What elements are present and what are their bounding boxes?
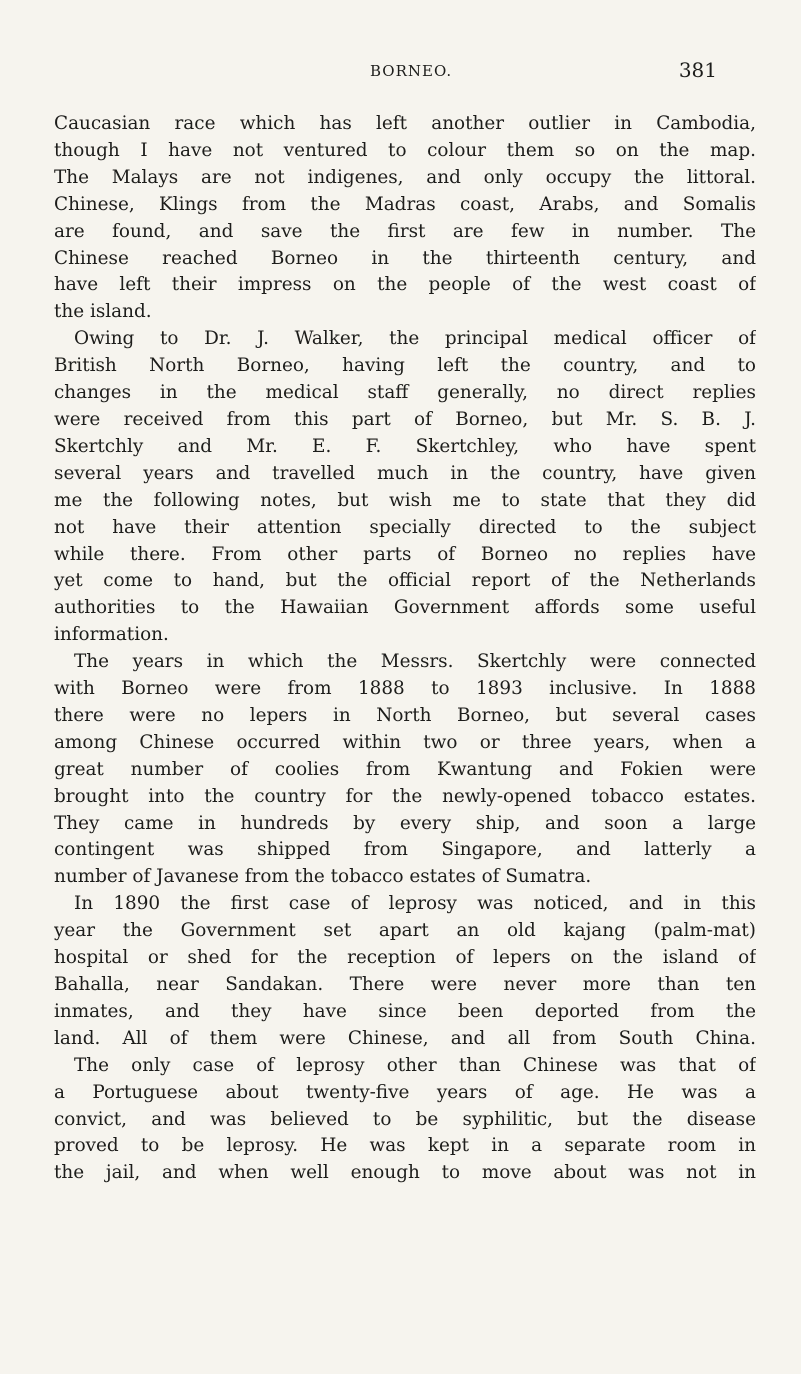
text-line: Skertchly and Mr. E. F. Skertchley, who have spent (54, 435, 756, 457)
page-number: 381 (678, 58, 717, 82)
text-line: the island. (54, 301, 152, 323)
text-line: among Chinese occurred within two or three years, when a (54, 731, 756, 753)
body-text (54, 111, 756, 1187)
text-line: Bahalla, near Sandakan. There were never more than ten (54, 974, 756, 995)
text-line: me the following notes, but wish me to state that they did (54, 489, 756, 511)
text-line: though I have not ventured to colour them so on the map. (54, 139, 756, 161)
text-line: land. All of them were Chinese, and all from South China. (54, 1027, 756, 1049)
text-line: inmates, and they have since been deported from the (54, 1000, 756, 1022)
text-line: brought into the country for the newly-opened tobacco estates. (54, 785, 756, 807)
text-line: The Malays are not indigenes, and only occupy the littoral. (54, 166, 756, 188)
text-line: several years and travelled much in the country, have given (54, 462, 756, 484)
text-line: information. (54, 624, 169, 646)
text-line: In 1890 the first case of leprosy was noticed, and in this (74, 893, 756, 915)
text-line: contingent was shipped from Singapore, and latterly a (54, 839, 756, 861)
text-line: were received from this part of Borneo, but Mr. S. B. J. (54, 408, 756, 430)
text-line: year the Government set apart an old kajang (palm-mat) (54, 920, 756, 942)
text-line: hospital or shed for the reception of lepers on the island of (54, 947, 756, 969)
text-line: with Borneo were from 1888 to 1893 inclusive. In 1888 (54, 678, 756, 700)
text-line: number of Javanese from the tobacco estates of Sumatra. (54, 866, 592, 888)
text-line: are found, and save the first are few in number. The (54, 220, 756, 242)
text-line: Owing to Dr. J. Walker, the principal medical officer of (74, 328, 756, 350)
text-line: the jail, and when well enough to move about was not in (54, 1162, 756, 1184)
text-line: Chinese reached Borneo in the thirteenth century, and (54, 247, 756, 269)
text-line: British North Borneo, having left the country, and to (54, 355, 756, 377)
text-line: Chinese, Klings from the Madras coast, Arabs, and Somalis (54, 193, 756, 215)
running-head-title: BORNEO. (370, 62, 453, 80)
text-line: proved to be leprosy. He was kept in a separate room in (54, 1135, 756, 1157)
text-line: yet come to hand, but the official report of the Netherlands (54, 570, 756, 592)
text-line: They came in hundreds by every ship, and soon a large (54, 812, 756, 834)
text-line: have left their impress on the people of the west coast of (54, 274, 756, 296)
text-line: convict, and was believed to be syphilitic, but the disease (54, 1108, 756, 1130)
text-line: changes in the medical staff generally, no direct replies (54, 382, 756, 404)
text-line: a Portuguese about twenty-five years of age. He was a (54, 1081, 756, 1103)
text-line: The only case of leprosy other than Chinese was that of (74, 1054, 756, 1076)
running-head (0, 58, 801, 88)
text-line: there were no lepers in North Borneo, but several cases (54, 704, 756, 726)
text-line: Caucasian race which has left another outlier in Cambodia, (54, 113, 756, 134)
text-line: while there. From other parts of Borneo no replies have (54, 543, 756, 565)
text-line: not have their attention specially directed to the subject (54, 516, 756, 538)
text-line: authorities to the Hawaiian Government affords some useful (54, 597, 756, 619)
text-line: The years in which the Messrs. Skertchly were connected (74, 651, 756, 673)
text-line: great number of coolies from Kwantung and Fokien were (54, 758, 756, 780)
